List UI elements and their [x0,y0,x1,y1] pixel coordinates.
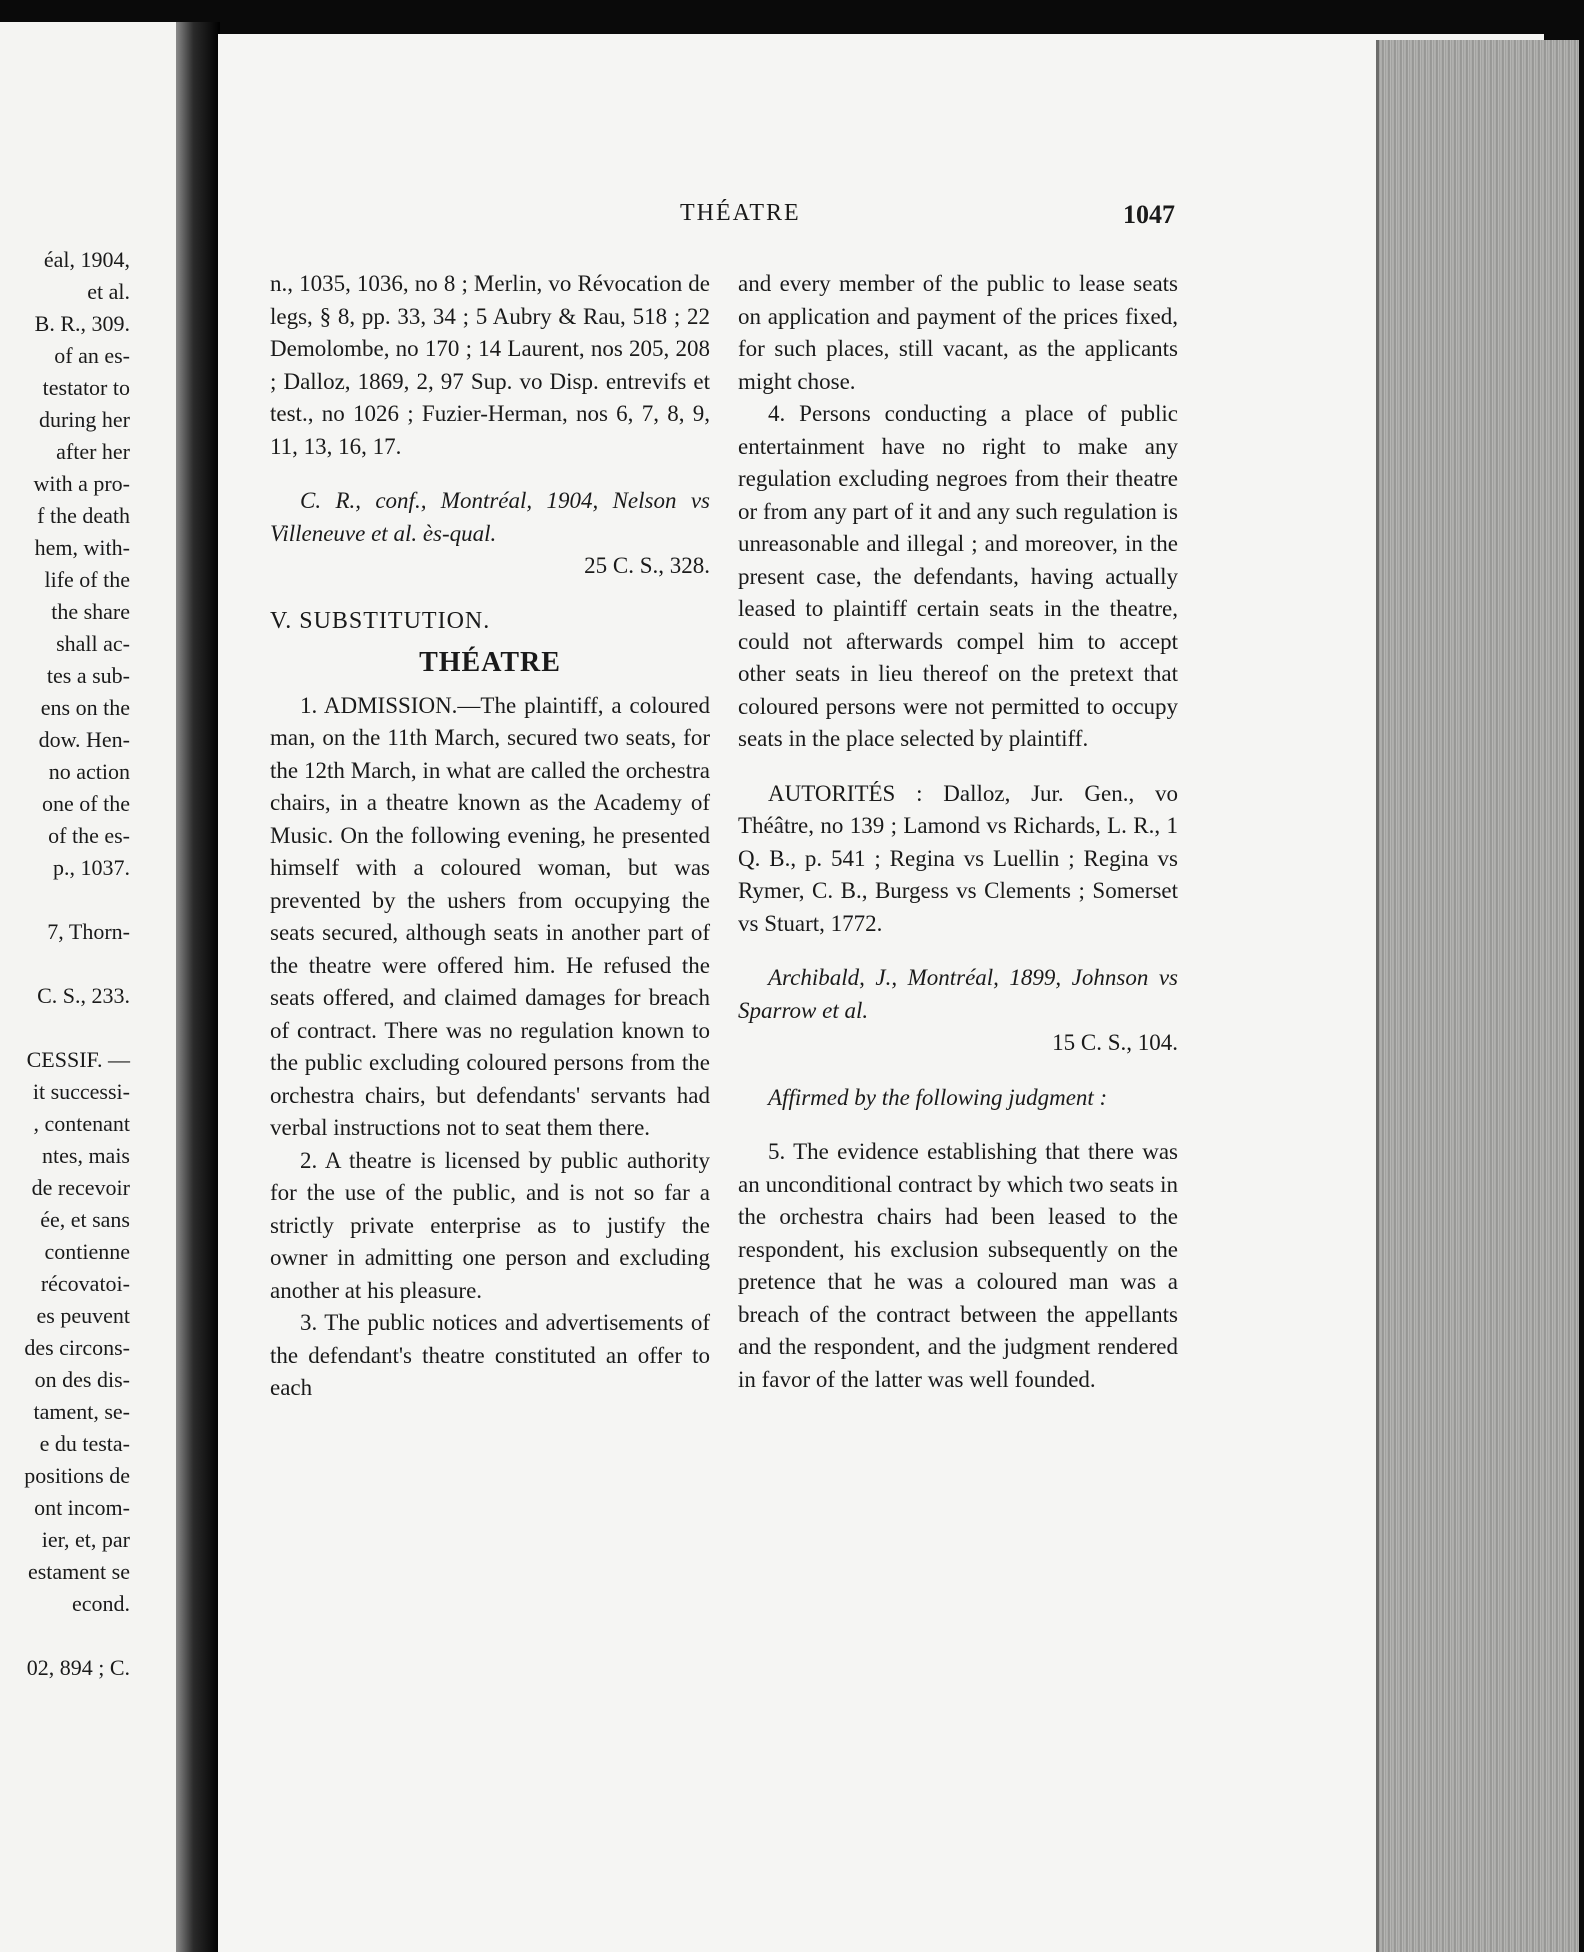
previous-page-line [0,948,196,980]
previous-page-line: of an es- [54,343,130,368]
page-number: 1047 [1123,200,1175,229]
previous-page-line: et al. [87,279,130,304]
previous-page-line: shall ac- [56,631,130,656]
previous-page-line: tament, se- [33,1399,130,1424]
previous-page-line: testator to [42,375,130,400]
paragraph-evidence: 5. The evidence establishing that there was an unconditional contract by which two seats in the orchestra chairs had been leased to the respondent, his exclusion subsequently on the pretence that he was a coloured man was a breach of the contract between the appellants and the respondent, and the judgment rendered in favor of the latter was well founded. [738,1139,1178,1392]
previous-page-line: positions de [24,1463,130,1488]
previous-page-line: es peuvent [36,1303,130,1328]
previous-page-line: dow. Hen- [38,727,130,752]
running-header [218,200,1398,240]
previous-page-line: récovatoi- [40,1271,130,1296]
previous-page-line: C. S., 233. [37,983,130,1008]
previous-page-line: de recevoir [31,1175,130,1200]
previous-page-line: ont incom- [34,1495,130,1520]
previous-page-line: , contenant [33,1111,130,1136]
case-citation: C. R., conf., Montréal, 1904, Nelson vs Villeneuve et al. ès-qual. [270,488,710,546]
previous-page-line: the share [51,599,130,624]
authorities-paragraph: AUTORITÉS : Dalloz, Jur. Gen., vo Théâtre, no 139 ; Lamond vs Richards, L. R., 1 Q. B., p. 541 ; Regina vs Luellin ; Regina vs Rymer, C. B., Burgess vs Clements ; Somerset vs Stuart, 1772. [738,780,1178,936]
previous-page-line: tes a sub- [46,663,130,688]
previous-page-line: econd. [71,1591,130,1616]
previous-page-line: it successi- [32,1079,130,1104]
previous-page-line: life of the [44,567,130,592]
previous-page-line: des circons- [24,1335,130,1360]
citation-paragraph: n., 1035, 1036, no 8 ; Merlin, vo Révocation de legs, § 8, pp. 33, 34 ; 5 Aubry & Rau, 518 ; 22 Demolombe, no 170 ; 14 Laurent, nos 205, 208 ; Dalloz, 1869, 2, 97 Sup. vo Disp. entrevifs et test., no 1026 ; Fuzier-Herman, nos 6, 7, 8, 9, 11, 13, 16, 17. [270,271,710,459]
previous-page-line [0,1620,196,1652]
page-edges [1376,40,1579,1952]
previous-page-line: estament se [27,1559,130,1584]
affirmed-note: Affirmed by the following judgment : [768,1084,1108,1110]
previous-page-line: B. R., 309. [34,311,130,336]
previous-page-line: e du testa- [39,1431,130,1456]
previous-page-line [0,1012,196,1044]
case-reference: 25 C. S., 328. [584,553,710,578]
paragraph-admission: 1. ADMISSION.—The plaintiff, a coloured man, on the 11th March, secured two seats, for the 12th March, in what are called the orchestra chairs, in a theatre known as the Academy of Music. On the following evening, he presented himself with a coloured woman, but was prevented by the ushers from occupying the seats secured, although seats in another part of the theatre were offered him. He refused the seats offered, and claimed damages for breach of contract. There was no regulation known to the public excluding coloured persons from the orchestra chairs, but defendants' servants had verbal instructions not to seat them there. [270,692,710,1140]
topic-heading: THÉATRE [419,647,561,678]
previous-page-line: 7, Thorn- [47,919,130,944]
previous-page [0,22,196,1952]
previous-page-line: on des dis- [34,1367,130,1392]
paragraph-licensed: 2. A theatre is licensed by public authority for the use of the public, and is not so far a strictly private enterprise as to justify the owner in admitting one person and excluding another at his pleasure. [270,1147,710,1303]
previous-page-line [0,884,196,916]
previous-page-line: contienne [44,1239,130,1264]
previous-page-line: with a pro- [33,471,130,496]
right-column [738,268,1178,1396]
paragraph-regulation: 4. Persons conducting a place of public entertainment have no right to make any regulation excluding negroes from their theatre or from any part of it and any such regulation is unreasonable and illegal ; and moreover, in the present case, the defendants, having actually leased to plaintiff certain seats in the theatre, could not afterwards compel him to accept other seats in lieu thereof on the pretext that coloured persons were not permitted to occupy seats in the place selected by plaintiff. [738,401,1178,751]
book-gutter [176,22,220,1952]
previous-page-line: ée, et sans [40,1207,130,1232]
previous-page-line: of the es- [48,823,130,848]
previous-page-line: during her [38,407,130,432]
previous-page-line: CESSIF. — [26,1047,130,1072]
section-heading: V. SUBSTITUTION. [270,607,491,634]
previous-page-line: éal, 1904, [43,247,130,272]
left-column [270,268,710,1405]
running-title: THÉATRE [680,200,801,226]
case-citation-2: Archibald, J., Montréal, 1899, Johnson vs Sparrow et al. [738,965,1178,1023]
previous-page-line: ntes, mais [42,1143,130,1168]
previous-page-line: after her [56,439,130,464]
previous-page-line: no action [48,759,130,784]
previous-page-line: one of the [42,791,130,816]
paragraph-notices: 3. The public notices and advertisements of the defendant's theatre constituted an offer to each [270,1310,710,1400]
previous-page-line: ier, et, par [41,1527,130,1552]
paragraph-continued: and every member of the public to lease seats on application and payment of the prices fixed, for such places, still vacant, as the applicants might chose. [738,271,1178,394]
previous-page-text [0,244,196,1684]
case-reference-2: 15 C. S., 104. [1052,1030,1178,1055]
previous-page-line: 02, 894 ; C. [26,1655,130,1680]
previous-page-line: p., 1037. [53,855,130,880]
previous-page-line: f the death [37,503,130,528]
previous-page-line: ens on the [40,695,130,720]
previous-page-line: hem, with- [34,535,130,560]
